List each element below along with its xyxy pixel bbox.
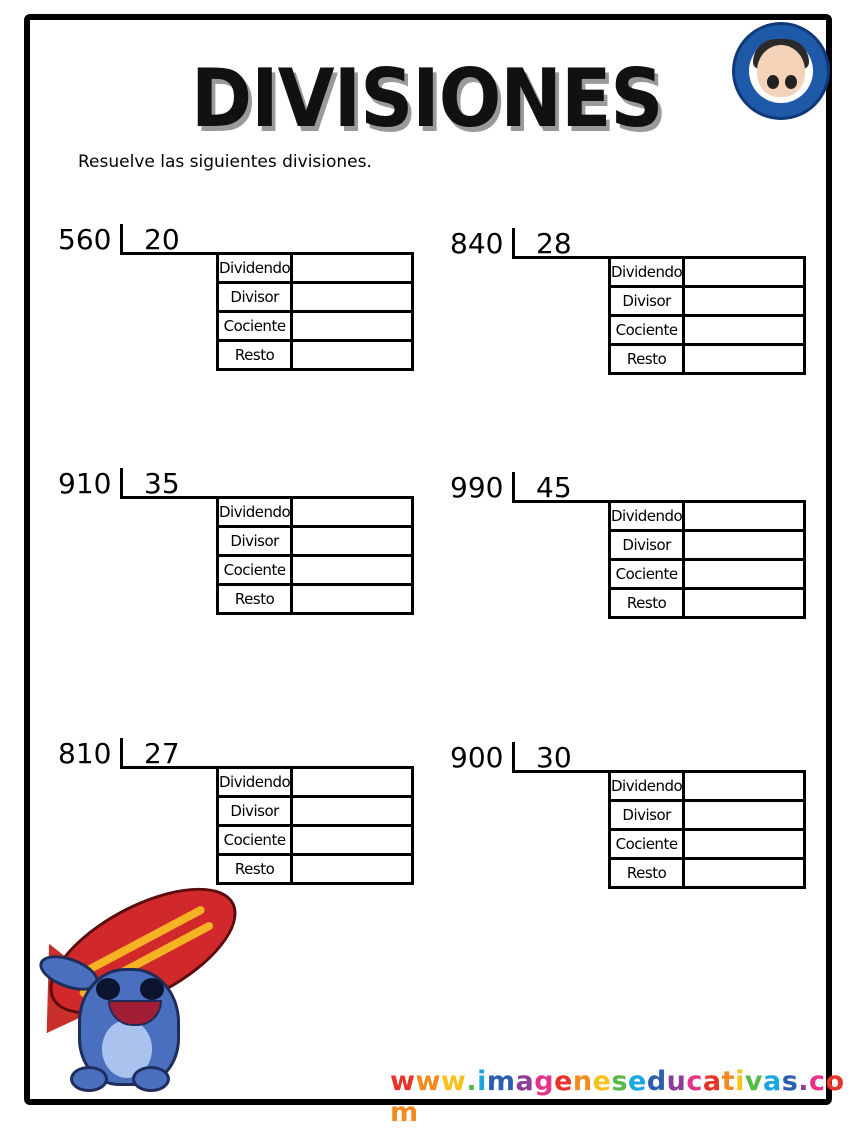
footer-letter: i	[735, 1066, 745, 1097]
answer-divisor-box[interactable]	[292, 797, 413, 826]
label-resto: Resto	[218, 855, 292, 884]
label-resto: Resto	[610, 345, 684, 374]
footer-letter: s	[781, 1066, 799, 1097]
page-title: DIVISIONES	[191, 52, 663, 145]
label-resto: Resto	[218, 341, 292, 370]
label-divisor: Divisor	[218, 283, 292, 312]
answer-dividendo-box[interactable]	[292, 254, 413, 283]
answer-divisor-box[interactable]	[684, 801, 805, 830]
division-bracket-vertical	[512, 472, 515, 502]
division-terms-table	[608, 500, 806, 619]
footer-letter: t	[721, 1066, 736, 1097]
footer-letter: a	[702, 1066, 722, 1097]
footer-letter: g	[534, 1066, 555, 1097]
label-divisor: Divisor	[610, 531, 684, 560]
answer-resto-box[interactable]	[292, 341, 413, 370]
dividend-number: 810	[58, 737, 112, 770]
footer-letter: c	[809, 1066, 826, 1097]
answer-resto-box[interactable]	[684, 859, 805, 888]
label-divisor: Divisor	[610, 801, 684, 830]
footer-letter: s	[611, 1066, 629, 1097]
character-eye-left	[96, 978, 120, 1000]
answer-resto-box[interactable]	[684, 345, 805, 374]
answer-dividendo-box[interactable]	[684, 502, 805, 531]
answer-cociente-box[interactable]	[684, 560, 805, 589]
footer-letter: w	[390, 1066, 416, 1097]
division-terms-table	[216, 496, 414, 615]
division-terms-table	[608, 256, 806, 375]
answer-dividendo-box[interactable]	[684, 772, 805, 801]
character-foot-right	[132, 1066, 170, 1092]
division-terms-table	[216, 252, 414, 371]
instruction-text: Resuelve las siguientes divisiones.	[78, 152, 372, 172]
divisor-number: 28	[536, 227, 572, 260]
answer-cociente-box[interactable]	[292, 556, 413, 585]
footer-letter: d	[646, 1066, 667, 1097]
footer-letter: w	[440, 1066, 467, 1097]
label-cociente: Cociente	[218, 826, 292, 855]
label-dividendo: Dividendo	[610, 502, 684, 531]
footer-letter: w	[415, 1066, 441, 1097]
label-cociente: Cociente	[610, 830, 684, 859]
dividend-number: 990	[450, 471, 504, 504]
label-resto: Resto	[610, 859, 684, 888]
division-bracket-vertical	[120, 468, 123, 498]
divisor-number: 35	[144, 467, 180, 500]
answer-cociente-box[interactable]	[292, 826, 413, 855]
footer-letter: u	[666, 1066, 687, 1097]
dividend-number: 560	[58, 223, 112, 256]
answer-resto-box[interactable]	[292, 855, 413, 884]
character-foot-left	[70, 1066, 108, 1092]
division-problem	[450, 472, 810, 642]
answer-cociente-box[interactable]	[684, 830, 805, 859]
footer-letter: e	[554, 1066, 573, 1097]
dividend-number: 900	[450, 741, 504, 774]
footer-letter: a	[762, 1066, 782, 1097]
answer-cociente-box[interactable]	[684, 316, 805, 345]
division-problem	[58, 738, 418, 908]
footer-letter: a	[515, 1066, 535, 1097]
answer-cociente-box[interactable]	[292, 312, 413, 341]
label-cociente: Cociente	[218, 312, 292, 341]
label-dividendo: Dividendo	[610, 772, 684, 801]
answer-divisor-box[interactable]	[292, 527, 413, 556]
label-cociente: Cociente	[610, 316, 684, 345]
footer-letter: o	[825, 1066, 845, 1097]
division-bracket-vertical	[120, 224, 123, 254]
label-resto: Resto	[610, 589, 684, 618]
division-problem	[450, 228, 810, 398]
answer-dividendo-box[interactable]	[684, 258, 805, 287]
division-problem	[450, 742, 810, 912]
division-problem	[58, 224, 418, 394]
answer-divisor-box[interactable]	[292, 283, 413, 312]
character-eye-right	[140, 978, 164, 1000]
label-dividendo: Dividendo	[610, 258, 684, 287]
footer-letter: e	[628, 1066, 647, 1097]
division-terms-table	[608, 770, 806, 889]
answer-resto-box[interactable]	[684, 589, 805, 618]
divisor-number: 27	[144, 737, 180, 770]
division-bracket-vertical	[512, 742, 515, 772]
division-problem	[58, 468, 418, 638]
answer-dividendo-box[interactable]	[292, 498, 413, 527]
division-bracket-vertical	[120, 738, 123, 768]
answer-dividendo-box[interactable]	[292, 768, 413, 797]
footer-letter: c	[686, 1066, 703, 1097]
label-dividendo: Dividendo	[218, 768, 292, 797]
label-dividendo: Dividendo	[218, 254, 292, 283]
dividend-number: 910	[58, 467, 112, 500]
label-divisor: Divisor	[610, 287, 684, 316]
division-terms-table	[216, 766, 414, 885]
footer-letter: v	[744, 1066, 763, 1097]
footer-letter: n	[572, 1066, 593, 1097]
footer-letter: e	[592, 1066, 612, 1097]
footer-letter: .	[466, 1066, 478, 1097]
footer-letter: .	[798, 1066, 810, 1097]
label-divisor: Divisor	[218, 797, 292, 826]
footer-letter: m	[390, 1097, 419, 1128]
answer-divisor-box[interactable]	[684, 287, 805, 316]
divisor-number: 20	[144, 223, 180, 256]
label-divisor: Divisor	[218, 527, 292, 556]
label-resto: Resto	[218, 585, 292, 614]
divisor-number: 45	[536, 471, 572, 504]
answer-resto-box[interactable]	[292, 585, 413, 614]
footer-website-link[interactable]	[390, 1066, 853, 1128]
dividend-number: 840	[450, 227, 504, 260]
footer-letter: i	[477, 1066, 487, 1097]
label-dividendo: Dividendo	[218, 498, 292, 527]
answer-divisor-box[interactable]	[684, 531, 805, 560]
label-cociente: Cociente	[218, 556, 292, 585]
footer-letter: m	[486, 1066, 516, 1097]
division-bracket-vertical	[512, 228, 515, 258]
label-cociente: Cociente	[610, 560, 684, 589]
divisor-number: 30	[536, 741, 572, 774]
